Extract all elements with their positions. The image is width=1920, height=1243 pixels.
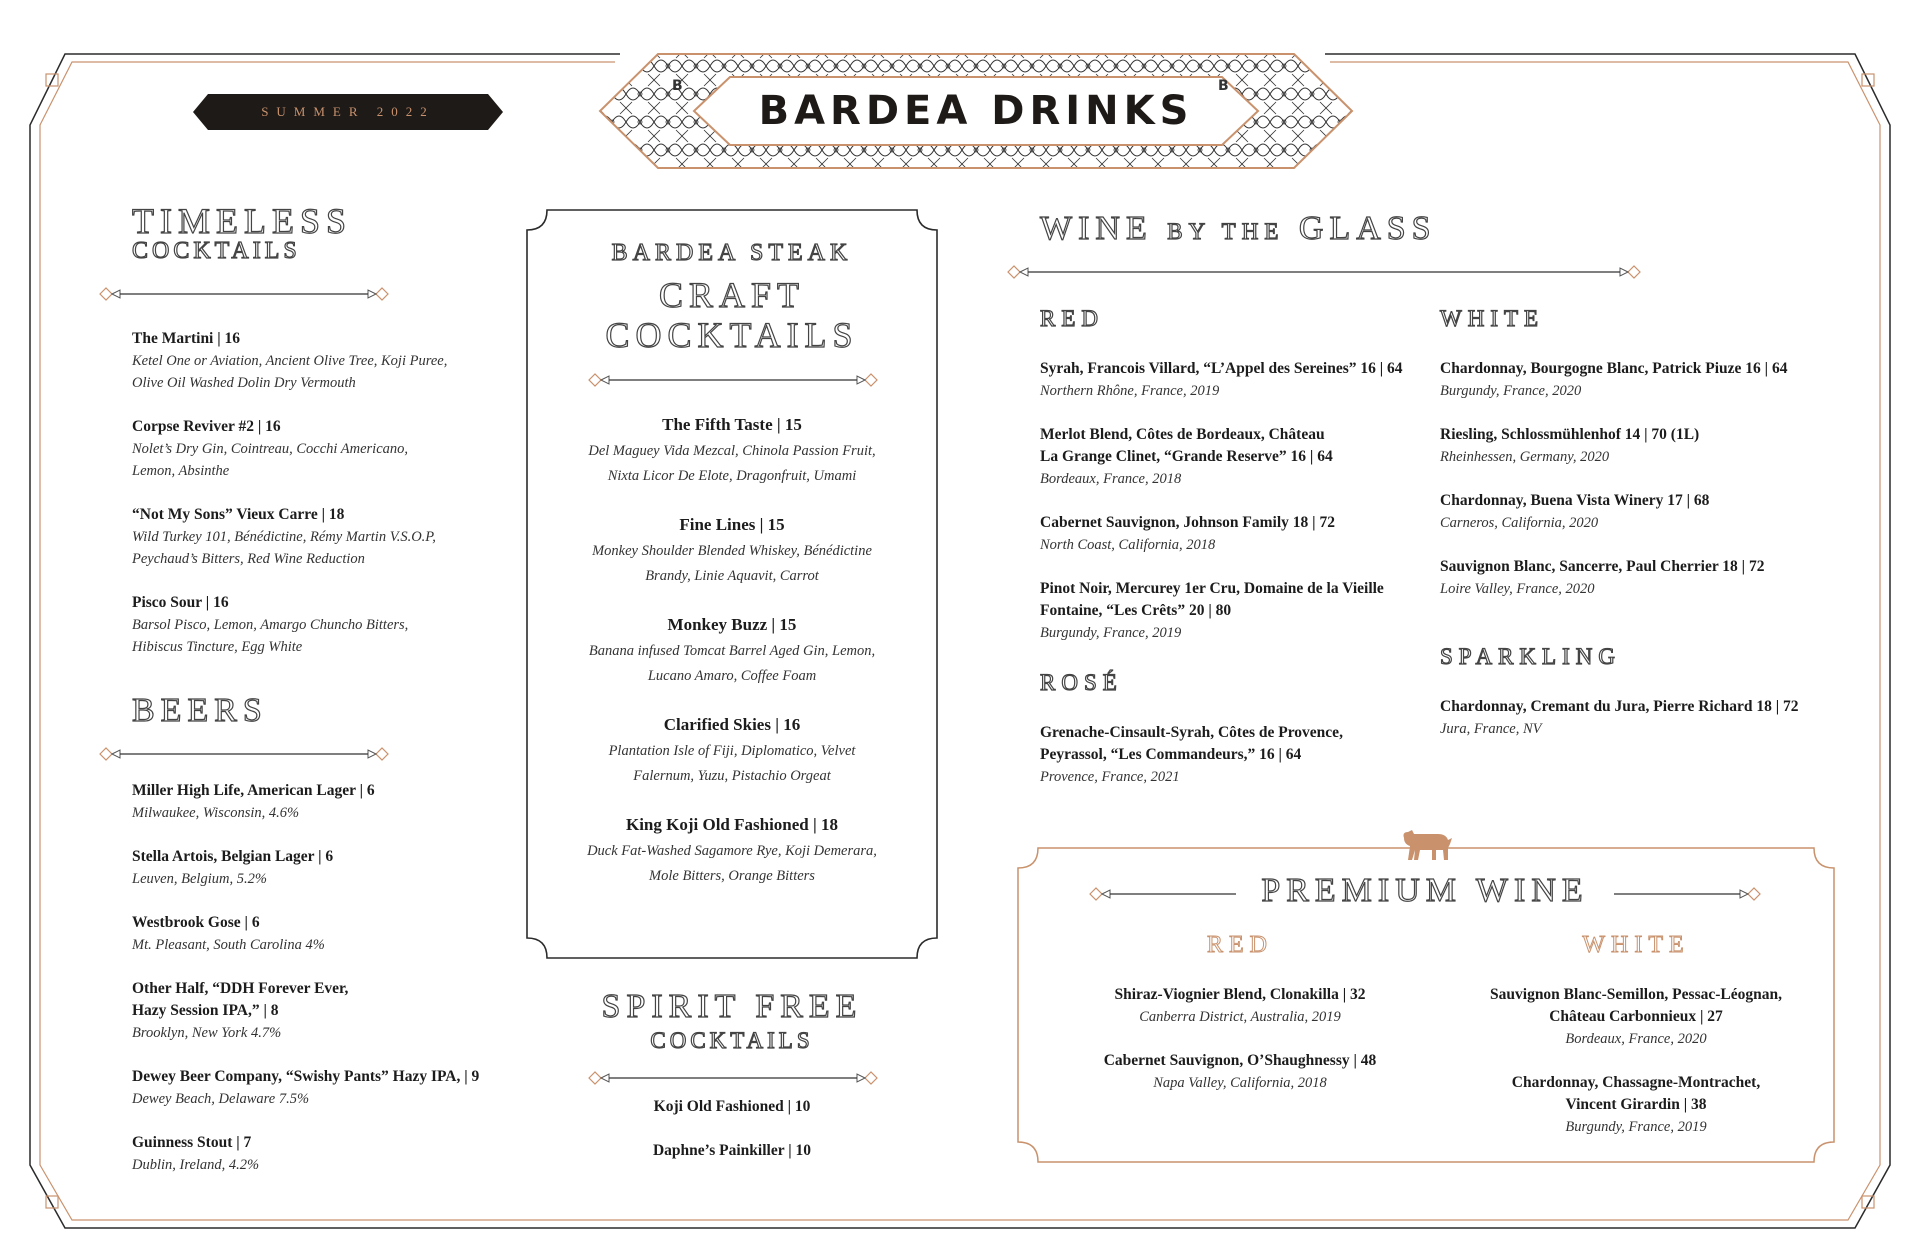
premium-divider-left-icon: [1088, 886, 1238, 902]
menu-item: [540, 612, 924, 689]
menu-item: [1440, 696, 1798, 740]
item-name: Fontaine, “Les Crêts” 20 | 80: [1040, 602, 1232, 619]
item-description: Provence, France, 2021: [1040, 769, 1180, 785]
item-name: Westbrook Gose | 6: [132, 914, 260, 931]
item-name: Guinness Stout | 7: [132, 1134, 252, 1151]
item-description: Canberra District, Australia, 2019: [1139, 1009, 1341, 1025]
item-name: Peyrassol, “Les Commandeurs,” 16 | 64: [1040, 746, 1302, 763]
timeless-divider-icon: [98, 286, 390, 302]
spirit-free-divider-icon: [587, 1070, 879, 1086]
item-name: Miller High Life, American Lager | 6: [132, 782, 375, 799]
menu-item: [132, 1066, 479, 1110]
item-name: Fine Lines | 15: [679, 515, 785, 534]
item-name: Hazy Session IPA,” | 8: [132, 1002, 279, 1019]
item-description: Burgundy, France, 2019: [1040, 625, 1182, 641]
item-description: Mole Bitters, Orange Bitters: [649, 868, 815, 884]
premium-white-heading: WHITE: [1582, 932, 1690, 958]
item-name: The Martini | 16: [132, 330, 241, 347]
item-description: Barsol Pisco, Lemon, Amargo Chuncho Bitters,: [132, 617, 409, 633]
item-name: Chardonnay, Bourgogne Blanc, Patrick Piuze 16 | 64: [1440, 360, 1788, 377]
premium-divider-right-icon: [1612, 886, 1762, 902]
item-description: Bordeaux, France, 2020: [1565, 1031, 1707, 1047]
menu-item: [1040, 424, 1333, 490]
wine-title: [1040, 210, 1437, 248]
item-name: Merlot Blend, Côtes de Bordeaux, Château: [1040, 426, 1325, 443]
item-description: Olive Oil Washed Dolin Dry Vermouth: [132, 375, 356, 391]
item-description: Hibiscus Tincture, Egg White: [132, 639, 303, 655]
menu-item: [540, 712, 924, 789]
menu-item: [1040, 722, 1343, 788]
craft-title-top: BARDEA STEAK: [611, 240, 853, 266]
item-description: Northern Rhône, France, 2019: [1040, 383, 1220, 399]
menu-item: [1436, 1072, 1836, 1138]
craft-title-middle: CRAFT: [658, 275, 806, 315]
menu-item: [540, 812, 924, 889]
menu-item: [132, 780, 375, 824]
wine-title-a: WINE: [1040, 210, 1153, 247]
menu-item: [132, 592, 408, 658]
item-description: Del Maguey Vida Mezcal, Chinola Passion Fruit,: [588, 443, 876, 459]
item-description: Napa Valley, California, 2018: [1153, 1075, 1327, 1091]
menu-item: [1040, 578, 1384, 644]
wine-title-c: GLASS: [1298, 210, 1437, 247]
spirit-free-title: SPIRIT FREE: [601, 988, 863, 1025]
menu-item: [1436, 984, 1836, 1050]
menu-item: [1440, 424, 1699, 468]
wine-red-heading: RED: [1040, 306, 1104, 331]
item-description: Burgundy, France, 2020: [1440, 383, 1582, 399]
wine-divider-icon: [1006, 264, 1642, 280]
item-name: Pisco Sour | 16: [132, 594, 229, 611]
craft-divider-icon: [587, 372, 879, 388]
item-name: Vincent Girardin | 38: [1565, 1096, 1707, 1113]
item-description: Plantation Isle of Fiji, Diplomatico, Velvet: [608, 743, 856, 759]
item-name: Cabernet Sauvignon, O’Shaughnessy | 48: [1103, 1052, 1377, 1069]
item-description: Brandy, Linie Aquavit, Carrot: [645, 568, 819, 584]
wine-sparkling-heading: SPARKLING: [1440, 644, 1621, 669]
menu-item: [132, 328, 447, 394]
menu-item: [1440, 556, 1764, 600]
item-description: North Coast, California, 2018: [1040, 537, 1216, 553]
item-name: Daphne’s Painkiller | 10: [652, 1142, 811, 1159]
item-description: Lemon, Absinthe: [132, 463, 230, 479]
beers-title: BEERS: [132, 692, 268, 729]
item-name: Château Carbonnieux | 27: [1549, 1008, 1723, 1025]
logo-letter-right: B: [1218, 78, 1229, 94]
menu-item: [540, 1140, 924, 1162]
spirit-free-subtitle: COCKTAILS: [650, 1028, 814, 1053]
item-description: Ketel One or Aviation, Ancient Olive Tree, Koji Puree,: [132, 353, 448, 369]
page-title: BARDEA DRINKS: [758, 88, 1194, 134]
item-description: Nixta Licor De Elote, Dragonfruit, Umami: [607, 468, 857, 484]
item-description: Milwaukee, Wisconsin, 4.6%: [132, 805, 300, 821]
premium-red-heading: RED: [1207, 932, 1273, 958]
item-description: Peychaud’s Bitters, Red Wine Reduction: [132, 551, 365, 567]
item-description: Bordeaux, France, 2018: [1040, 471, 1182, 487]
item-description: Duck Fat-Washed Sagamore Rye, Koji Demerara,: [587, 843, 877, 859]
season-label: SUMMER 2022: [261, 104, 435, 119]
item-name: Clarified Skies | 16: [663, 715, 801, 734]
menu-item: [1440, 490, 1709, 534]
timeless-title: TIMELESS: [132, 201, 353, 241]
wine-title-b: BY THE: [1167, 219, 1285, 244]
item-description: Loire Valley, France, 2020: [1440, 581, 1595, 597]
menu-item: [540, 412, 924, 489]
menu-item: [1040, 512, 1335, 556]
menu-item: [132, 846, 333, 890]
dog-icon: [1398, 826, 1454, 862]
item-description: Dewey Beach, Delaware 7.5%: [132, 1091, 310, 1107]
item-name: Syrah, Francois Villard, “L’Appel des Sereines” 16 | 64: [1040, 360, 1403, 377]
item-name: Sauvignon Blanc-Semillon, Pessac-Léognan,: [1490, 986, 1782, 1003]
item-description: Nolet’s Dry Gin, Cointreau, Cocchi Americano,: [132, 441, 409, 457]
menu-item: [132, 416, 408, 482]
item-name: Chardonnay, Buena Vista Winery 17 | 68: [1440, 492, 1710, 509]
item-name: Riesling, Schlossmühlenhof 14 | 70 (1L): [1440, 426, 1700, 443]
item-name: La Grange Clinet, “Grande Reserve” 16 | 64: [1040, 448, 1333, 465]
beers-divider-icon: [98, 746, 390, 762]
item-description: Burgundy, France, 2019: [1565, 1119, 1707, 1135]
item-name: Chardonnay, Cremant du Jura, Pierre Richard 18 | 72: [1440, 698, 1799, 715]
item-name: Pinot Noir, Mercurey 1er Cru, Domaine de la Vieille: [1040, 580, 1384, 597]
item-name: Cabernet Sauvignon, Johnson Family 18 | 72: [1040, 514, 1335, 531]
timeless-subtitle: COCKTAILS: [132, 238, 301, 264]
item-name: King Koji Old Fashioned | 18: [625, 815, 839, 834]
item-name: Stella Artois, Belgian Lager | 6: [132, 848, 334, 865]
wine-white-heading: WHITE: [1440, 306, 1545, 331]
item-description: Dublin, Ireland, 4.2%: [132, 1157, 260, 1173]
item-description: Jura, France, NV: [1440, 721, 1542, 737]
item-name: “Not My Sons” Vieux Carre | 18: [132, 506, 345, 523]
item-description: Rheinhessen, Germany, 2020: [1440, 449, 1610, 465]
item-description: Monkey Shoulder Blended Whiskey, Bénédictine: [592, 543, 872, 559]
menu-item: [1040, 984, 1440, 1028]
premium-title: PREMIUM WINE: [1261, 872, 1589, 909]
logo-letter-left: B: [672, 78, 683, 94]
item-name: Sauvignon Blanc, Sancerre, Paul Cherrier 18 | 72: [1440, 558, 1765, 575]
menu-item: [132, 1132, 259, 1176]
item-description: Banana infused Tomcat Barrel Aged Gin, Lemon,: [588, 643, 876, 659]
item-name: Dewey Beer Company, “Swishy Pants” Hazy IPA, | 9: [132, 1068, 480, 1085]
item-name: Other Half, “DDH Forever Ever,: [132, 980, 349, 997]
item-description: Mt. Pleasant, South Carolina 4%: [132, 937, 325, 953]
item-name: Monkey Buzz | 15: [667, 615, 797, 634]
item-name: Grenache-Cinsault-Syrah, Côtes de Provence,: [1040, 724, 1343, 741]
item-name: The Fifth Taste | 15: [662, 415, 802, 434]
menu-item: [1040, 1050, 1440, 1094]
menu-item: [132, 912, 325, 956]
menu-item: [132, 504, 436, 570]
item-description: Leuven, Belgium, 5.2%: [132, 871, 267, 887]
item-name: Koji Old Fashioned | 10: [653, 1098, 811, 1115]
menu-item: [540, 512, 924, 589]
wine-rose-heading: ROSÉ: [1040, 670, 1123, 695]
menu-item: [1040, 358, 1403, 402]
craft-title-bottom: COCKTAILS: [605, 315, 859, 355]
item-name: Shiraz-Viognier Blend, Clonakilla | 32: [1114, 986, 1366, 1003]
item-name: Chardonnay, Chassagne-Montrachet,: [1511, 1074, 1761, 1091]
item-description: Wild Turkey 101, Bénédictine, Rémy Martin V.S.O.P,: [132, 529, 436, 545]
menu-item: [132, 978, 348, 1044]
item-description: Brooklyn, New York 4.7%: [132, 1025, 282, 1041]
menu-item: [540, 1096, 924, 1118]
menu-item: [1440, 358, 1787, 402]
item-name: Corpse Reviver #2 | 16: [132, 418, 281, 435]
item-description: Falernum, Yuzu, Pistachio Orgeat: [633, 768, 831, 784]
item-description: Lucano Amaro, Coffee Foam: [647, 668, 817, 684]
item-description: Carneros, California, 2020: [1440, 515, 1599, 531]
